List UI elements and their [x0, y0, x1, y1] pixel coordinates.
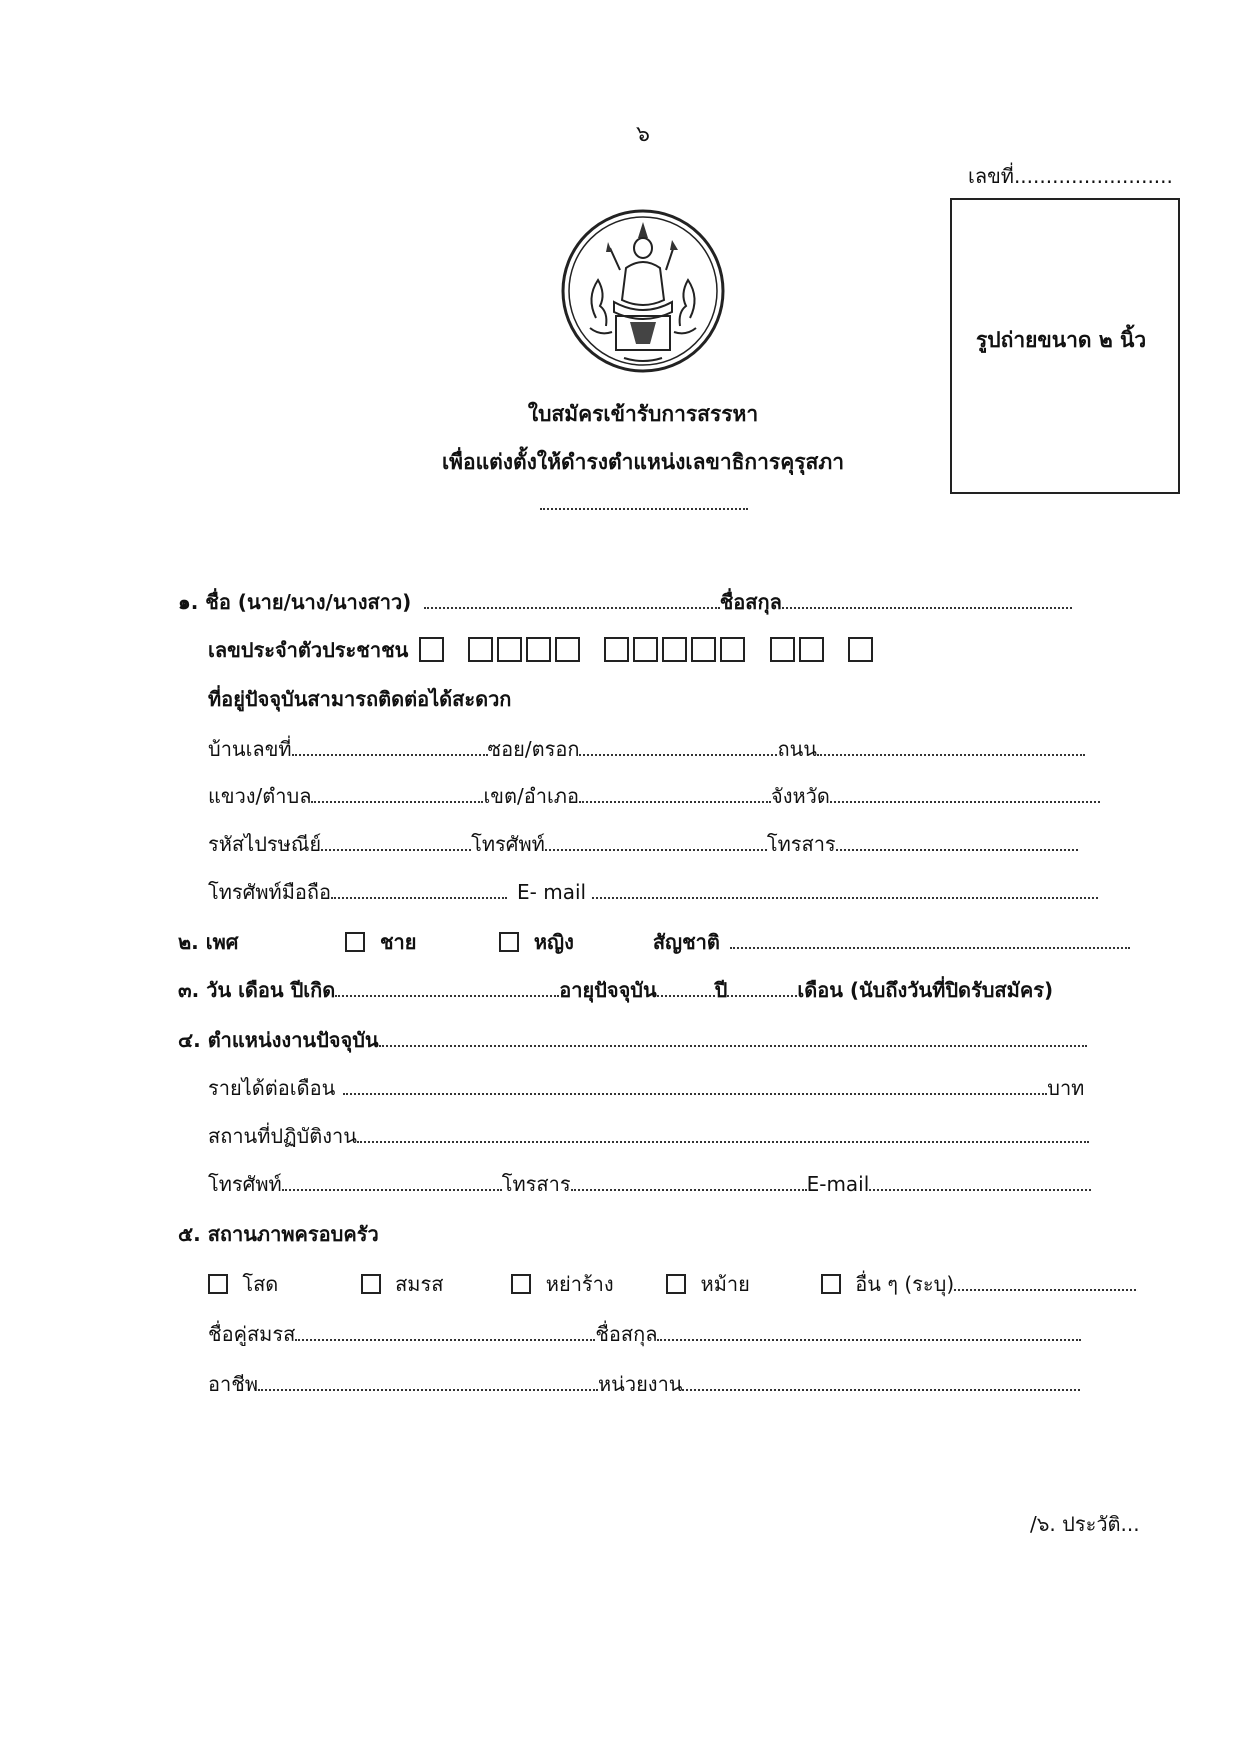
other-field[interactable] — [954, 1271, 1136, 1291]
work-phone-field[interactable] — [282, 1171, 502, 1191]
work-email-label: E-mail — [806, 1172, 870, 1196]
spouse-name-label: ชื่อคู่สมรส — [208, 1322, 296, 1346]
id-digit-box[interactable] — [604, 637, 629, 662]
surname-field[interactable] — [782, 589, 1072, 609]
married-label: สมรส — [395, 1272, 444, 1296]
email-label: E- mail — [517, 880, 587, 904]
spouse-surname-label: ชื่อสกุล — [595, 1322, 658, 1346]
occupation-label: อาชีพ — [208, 1372, 258, 1396]
page-number: ๖ — [636, 122, 650, 147]
id-digit-box[interactable] — [691, 637, 716, 662]
id-digit-box[interactable] — [848, 637, 873, 662]
workplace-label: สถานที่ปฏิบัติงาน — [208, 1124, 357, 1148]
work-email-field[interactable] — [869, 1171, 1091, 1191]
id-card-label: เลขประจำตัวประชาชน — [208, 638, 409, 662]
position-field[interactable] — [379, 1027, 1087, 1047]
soi-label: ซอย/ตรอก — [487, 737, 580, 761]
seal-emblem-icon — [560, 208, 726, 374]
married-checkbox[interactable] — [361, 1274, 381, 1294]
house-no-field[interactable] — [292, 736, 488, 756]
postcode-label: รหัสไปรษณีย์ — [208, 832, 322, 856]
id-digit-box[interactable] — [770, 637, 795, 662]
province-field[interactable] — [830, 783, 1100, 803]
id-digit-box[interactable] — [662, 637, 687, 662]
photo-box-label: รูปถ่ายขนาด ๒ นิ้ว — [976, 328, 1147, 352]
subdistrict-label: แขวง/ตำบล — [208, 784, 312, 808]
age-years-field[interactable] — [657, 977, 715, 997]
address-heading: ที่อยู่ปัจจุบันสามารถติดต่อได้สะดวก — [208, 687, 512, 711]
baht-unit: บาท — [1047, 1076, 1085, 1100]
id-digit-box[interactable] — [799, 637, 824, 662]
position-row — [178, 1026, 1087, 1054]
id-digit-box[interactable] — [419, 637, 444, 662]
marital-options-row — [208, 1270, 1136, 1298]
postcode-field[interactable] — [321, 831, 471, 851]
age-label: อายุปัจจุบัน — [559, 978, 657, 1002]
widowed-checkbox[interactable] — [666, 1274, 686, 1294]
divorced-label: หย่าร้าง — [545, 1272, 614, 1296]
income-row — [208, 1074, 1084, 1102]
workplace-field[interactable] — [357, 1123, 1089, 1143]
marital-status-label: ๕. สถานภาพครอบครัว — [178, 1222, 379, 1246]
form-title-line1: ใบสมัครเข้ารับการสรรหา — [527, 402, 759, 426]
subdistrict-field[interactable] — [311, 783, 483, 803]
single-checkbox[interactable] — [208, 1274, 228, 1294]
province-label: จังหวัด — [770, 784, 830, 808]
id-digit-box[interactable] — [497, 637, 522, 662]
road-field[interactable] — [817, 736, 1085, 756]
form-title-line2: เพื่อแต่งตั้งให้ดำรงตำแหน่งเลขาธิการคุรุสภา — [441, 450, 844, 474]
agency-field[interactable] — [682, 1371, 1080, 1391]
other-checkbox[interactable] — [821, 1274, 841, 1294]
mobile-label: โทรศัพท์มือถือ — [208, 880, 332, 904]
workplace-row — [208, 1122, 1089, 1150]
occupation-field[interactable] — [258, 1371, 598, 1391]
position-label: ๔. ตำแหน่งงานปัจจุบัน — [178, 1028, 379, 1052]
nationality-field[interactable] — [730, 929, 1130, 949]
female-label: หญิง — [533, 930, 574, 954]
document-number-label: เลขที่......................... — [968, 164, 1173, 188]
income-field[interactable] — [343, 1075, 1047, 1095]
birthdate-row — [178, 976, 1053, 1004]
address-row-2 — [208, 782, 1100, 810]
age-month-note: เดือน (นับถึงวันที่ปิดรับสมัคร) — [797, 978, 1054, 1002]
spouse-row — [208, 1320, 1081, 1348]
road-label: ถนน — [777, 737, 817, 761]
district-label: เขต/อำเภอ — [483, 784, 579, 808]
address-row-3 — [208, 830, 1078, 858]
widowed-label: หม้าย — [700, 1272, 750, 1296]
name-field[interactable] — [424, 589, 720, 609]
work-fax-label: โทรสาร — [501, 1172, 571, 1196]
divorced-checkbox[interactable] — [511, 1274, 531, 1294]
soi-field[interactable] — [579, 736, 777, 756]
age-year-unit: ปี — [714, 978, 728, 1002]
male-checkbox[interactable] — [345, 932, 365, 952]
district-field[interactable] — [579, 783, 771, 803]
occupation-row — [208, 1370, 1080, 1398]
id-digit-box[interactable] — [468, 637, 493, 662]
surname-label: ชื่อสกุล — [719, 590, 782, 614]
female-checkbox[interactable] — [499, 932, 519, 952]
id-card-row — [208, 636, 877, 664]
income-label: รายได้ต่อเดือน — [208, 1076, 336, 1100]
birthdate-label: ๓. วัน เดือน ปีเกิด — [178, 978, 336, 1002]
male-label: ชาย — [379, 930, 417, 954]
work-phone-label: โทรศัพท์ — [208, 1172, 282, 1196]
other-label: อื่น ๆ (ระบุ) — [855, 1272, 955, 1296]
address-row-1 — [208, 735, 1085, 763]
single-label: โสด — [242, 1272, 279, 1296]
title-dotted-line — [540, 508, 748, 510]
address-row-4 — [208, 878, 1098, 906]
spouse-name-field[interactable] — [295, 1321, 595, 1341]
name-row — [178, 588, 1072, 616]
house-no-label: บ้านเลขที่ — [208, 737, 292, 761]
id-digit-box[interactable] — [526, 637, 551, 662]
age-months-field[interactable] — [727, 977, 797, 997]
id-digit-box[interactable] — [555, 637, 580, 662]
nationality-label: สัญชาติ — [652, 930, 720, 954]
work-contact-row — [208, 1170, 1091, 1198]
name-label: ๑. ชื่อ (นาย/นาง/นางสาว) — [178, 590, 412, 614]
work-fax-field[interactable] — [571, 1171, 807, 1191]
agency-label: หน่วยงาน — [598, 1372, 683, 1396]
next-page-marker: /๖. ประวัติ... — [1030, 1512, 1140, 1536]
phone-field[interactable] — [545, 831, 767, 851]
fax-label: โทรสาร — [766, 832, 836, 856]
fax-field[interactable] — [836, 831, 1078, 851]
email-field[interactable] — [592, 879, 1098, 899]
gender-row — [178, 928, 1130, 956]
mobile-field[interactable] — [331, 879, 507, 899]
gender-label: ๒. เพศ — [178, 930, 239, 954]
birthdate-field[interactable] — [335, 977, 559, 997]
id-digit-box[interactable] — [720, 637, 745, 662]
id-digit-box[interactable] — [633, 637, 658, 662]
spouse-surname-field[interactable] — [657, 1321, 1081, 1341]
phone-label: โทรศัพท์ — [471, 832, 545, 856]
